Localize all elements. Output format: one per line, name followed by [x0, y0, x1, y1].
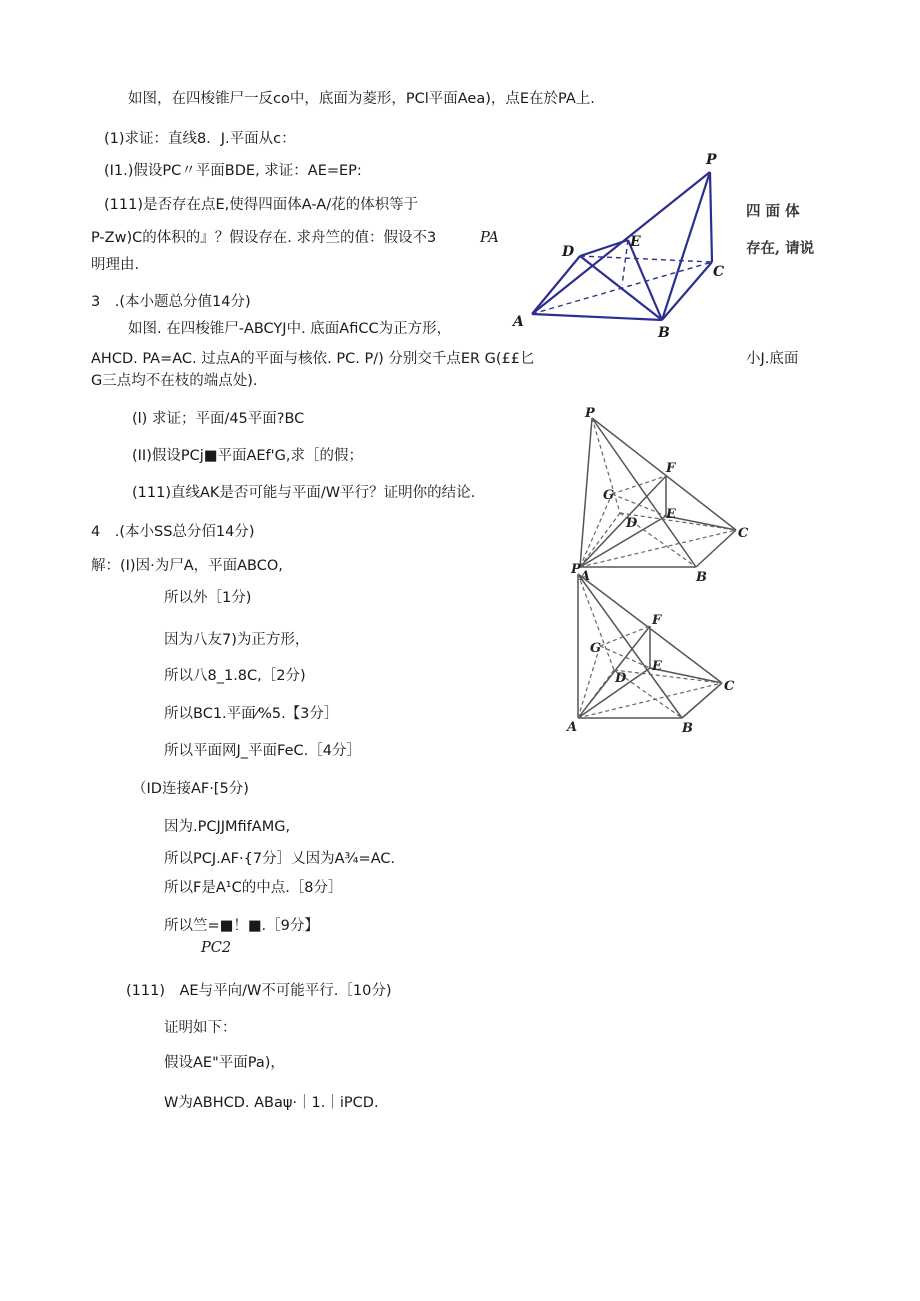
fig3-label-F: F [652, 613, 662, 628]
problem3-intro-cont: AHCD. PA=AC. 过点A的平面与核依. PC. P/) 分别交千点ER G(££匕 [91, 351, 535, 367]
fig2-label-F: F [666, 461, 676, 476]
solution-part2-step3: 所以F是A¹C的中点.［8分］ [164, 880, 343, 896]
problem2-intro: 如图，在四梭锥尸一反co中，底面为菱形，PCl平面Aea)，点E在於PA上. [128, 91, 595, 107]
problem3-intro: 如图. 在四梭锥尸-ABCYJ中. 底面AfiCC为正方形， [128, 321, 452, 337]
problem3-part1: (l) 求证；平面/45平面?BC [132, 411, 305, 427]
fig3-label-B: B [682, 721, 693, 736]
solution-step5: 所以BC1.平面⁄%5.【3分］ [164, 706, 339, 722]
fig3-label-E: E [652, 659, 662, 674]
solution-part3-step1: 证明如下： [164, 1020, 237, 1036]
problem2-part3-end: 明理由. [91, 257, 140, 273]
solution-fraction-denominator: PC2 [201, 940, 232, 956]
problem3-part3: (111)直线AK是否可能与平面/W平行？证明你的结论. [132, 485, 476, 501]
fig2-label-E: E [666, 507, 676, 522]
problem3-intro-right: 小J.底面 [746, 351, 799, 367]
problem2-part2: (I1.)假设PC〃平面BDE, 求证：AE=EP: [104, 163, 362, 179]
problem2-part3-right2: 存在, 请说 [746, 240, 815, 257]
problem2-pa-fraction: PA [480, 230, 499, 246]
fig3-label-D: D [615, 671, 627, 686]
solution-step4: 所以八8_1.8C,［2分) [164, 668, 306, 684]
fig3-label-C: C [724, 679, 735, 694]
fig1-label-B: B [658, 325, 670, 341]
fig2-label-D: D [626, 516, 638, 531]
solution-step2: 所以外［1分) [164, 590, 252, 606]
fig3-label-P: P [571, 562, 581, 577]
problem2-part1: (1)求证：直线8．J.平面从c： [104, 131, 296, 147]
fig1-label-E: E [630, 234, 641, 250]
fig1-label-A: A [513, 314, 524, 330]
fig1-label-C: C [713, 264, 725, 280]
fig2-label-A: A [580, 569, 591, 584]
problem3-header: 3 .(本小题总分值14分) [91, 294, 251, 310]
fig2-label-B: B [696, 570, 707, 585]
fig3-label-A: A [567, 720, 578, 735]
fig2-label-G: G [603, 488, 615, 503]
fig2-label-C: C [738, 526, 749, 541]
problem3-intro-end: G三点均不在枝的端点处). [91, 373, 258, 389]
solution-part2-start: （ID连接AF·[5分) [132, 781, 249, 797]
fig1-label-D: D [562, 244, 575, 260]
fig1-label-P: P [706, 152, 717, 168]
solution-part3-step2: 假设AE"平面Pa)， [164, 1055, 285, 1071]
problem3-part2: (II)假设PCj■平面AEf'G,求［的假； [132, 448, 363, 464]
fig3-label-G: G [590, 641, 602, 656]
problem2-part3-cont: P-Zw)C的体积的』？假设存在. 求舟竺的值：假设不3 [91, 230, 437, 246]
solution-part2-step4: 所以竺=■！■.［9分】 [164, 918, 319, 934]
solution-part3-start: (111) AE与平向/W不可能平行.［10分) [126, 983, 392, 999]
problem4-header: 4 .(本小SS总分佰14分) [91, 524, 255, 540]
solution-part3-step3: W为ABHCD. ABaψ·｜1.｜iPCD. [164, 1095, 379, 1111]
solution-step3: 因为八友7)为正方形， [164, 632, 310, 648]
solution-step6: 所以平面网J_平面FeC.［4分］ [164, 743, 361, 759]
solution-part2-step2: 所以PCJ.AF·{7分］乂因为A¾=AC. [164, 851, 396, 867]
fig2-label-P: P [585, 406, 595, 421]
solution-part2-step1: 因为.PCJJMfifAMG, [164, 819, 291, 835]
solution-step1: 解：(I)因·为尸A，平面ABCO, [91, 558, 283, 574]
problem2-part3-right: 四 面 体 [746, 203, 800, 220]
problem2-part3: (111)是否存在点E,使得四面体A-A/花的体枳等于 [104, 197, 419, 213]
